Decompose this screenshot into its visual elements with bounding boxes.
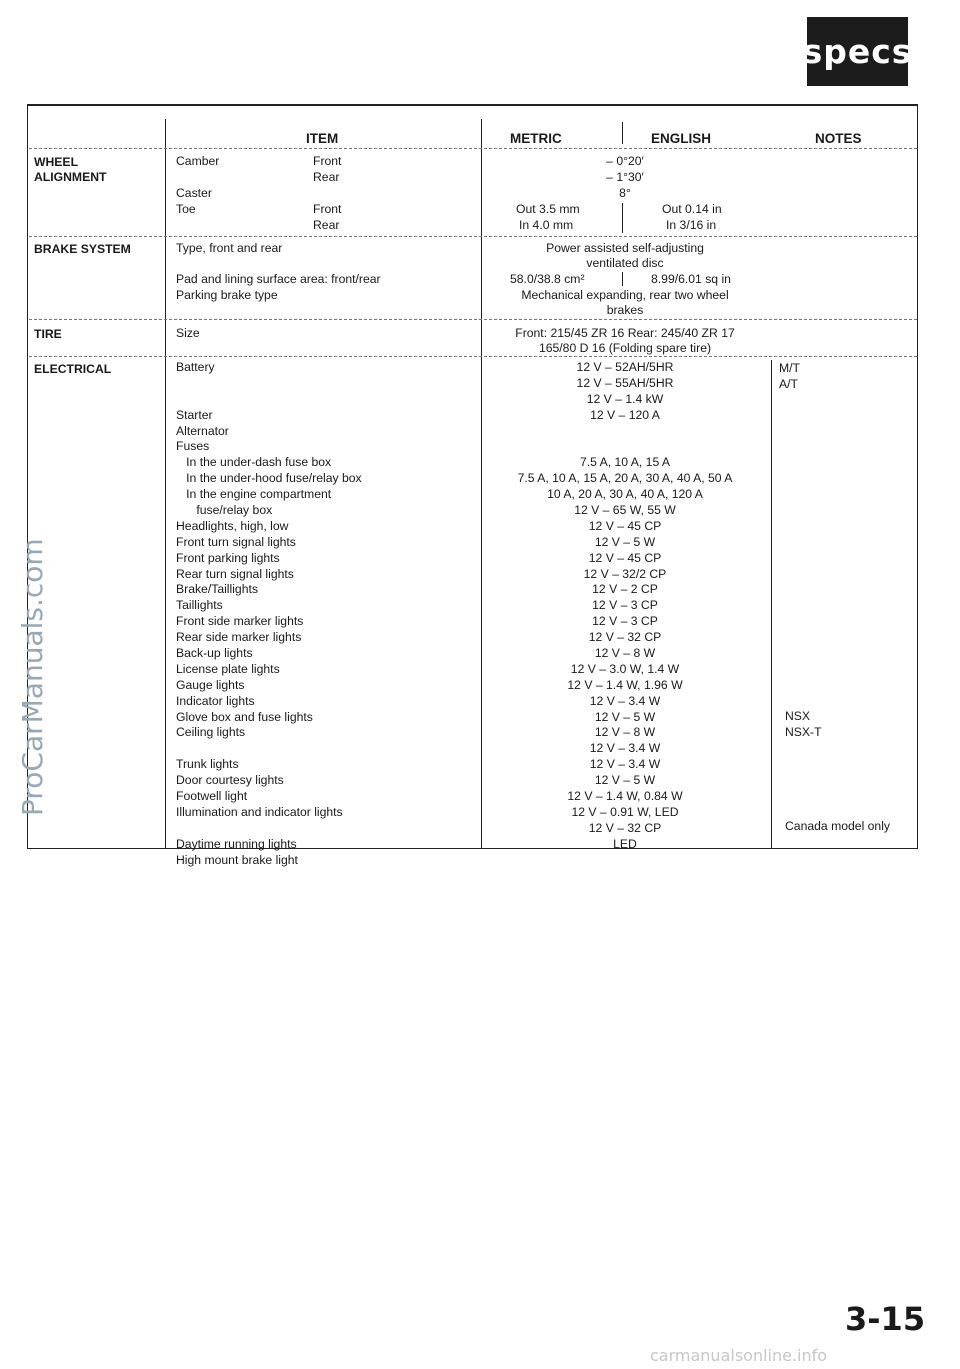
value-divider	[622, 203, 623, 233]
spec-value: 12 V – 3.4 W	[589, 741, 661, 756]
item-sublabel: Rear	[313, 218, 340, 232]
header-item: ITEM	[306, 131, 339, 146]
spec-value: 12 V – 120 A	[590, 407, 660, 422]
item-label: Gauge lights	[176, 677, 245, 692]
page-number: 3-15	[845, 1300, 926, 1338]
item-label: Front turn signal lights	[176, 534, 296, 549]
spec-value: 12 V – 3 CP	[592, 614, 658, 629]
spec-value: 12 V – 52AH/5HR	[576, 360, 674, 374]
item-label: Headlights, high, low	[176, 518, 289, 533]
group-wheel: ALIGNMENT	[34, 170, 107, 184]
spec-value: Front: 215/45 ZR 16 Rear: 245/40 ZR 17	[515, 326, 735, 340]
item-label: Taillights	[176, 598, 223, 613]
item-label	[176, 392, 362, 408]
item-label: In the engine compartment	[176, 487, 332, 502]
spec-value: 12 V – 3.4 W	[589, 757, 661, 772]
spec-value: 165/80 D 16 (Folding spare tire)	[538, 341, 712, 355]
note-at: A/T	[779, 377, 798, 391]
spec-value: 12 V – 1.4 W, 0.84 W	[567, 789, 683, 804]
group-brake: BRAKE SYSTEM	[34, 242, 131, 256]
spec-value: Power assisted self-adjusting	[546, 241, 704, 255]
item-label: Front parking lights	[176, 550, 280, 565]
watermark-text: ProCarManuals.com	[16, 538, 49, 816]
spec-value: 12 V – 55AH/5HR	[576, 375, 674, 390]
item-label: In the under-dash fuse box	[176, 455, 332, 470]
item-label: fuse/relay box	[176, 503, 273, 518]
item-label: Battery	[176, 360, 215, 374]
spec-value: LED	[613, 836, 637, 851]
column-divider	[771, 360, 772, 849]
spec-value: 12 V – 5 W	[594, 773, 656, 788]
item-label: Rear side marker lights	[176, 630, 302, 645]
item-label: Rear turn signal lights	[176, 566, 294, 581]
spec-value: 12 V – 32 CP	[588, 630, 662, 645]
note-nsxt: NSX-T	[785, 725, 822, 739]
column-divider	[622, 122, 623, 144]
item-label: Starter	[176, 407, 213, 422]
spec-value: Mechanical expanding, rear two wheel	[521, 288, 729, 302]
row-separator	[29, 319, 917, 321]
spec-value: ventilated disc	[586, 256, 664, 270]
item-label	[176, 821, 362, 837]
item-label: Trunk lights	[176, 757, 239, 772]
item-label: License plate lights	[176, 661, 280, 676]
spec-value: 12 V – 8 W	[594, 725, 656, 740]
spec-value: 7.5 A, 10 A, 15 A, 20 A, 30 A, 40 A, 50 A	[517, 471, 733, 486]
item-label: Illumination and indicator lights	[176, 804, 343, 819]
item-label: Caster	[176, 186, 212, 200]
spec-value: brakes	[606, 303, 644, 317]
spec-value-english: In 3/16 in	[666, 218, 717, 232]
spec-value	[490, 439, 760, 455]
spec-value: 10 A, 20 A, 30 A, 40 A, 120 A	[547, 487, 703, 502]
footer-watermark: carmanualsonline.info	[650, 1346, 828, 1365]
item-label: Indicator lights	[176, 693, 255, 708]
spec-value: 12 V – 3.0 W, 1.4 W	[570, 661, 680, 676]
item-label: Daytime running lights	[176, 836, 297, 851]
item-label	[176, 376, 362, 392]
spec-value-metric: Out 3.5 mm	[516, 202, 580, 216]
spec-value: 7.5 A, 10 A, 15 A	[579, 455, 671, 470]
item-label: Door courtesy lights	[176, 773, 284, 788]
spec-value: 12 V – 32/2 CP	[583, 566, 667, 581]
item-label: Type, front and rear	[176, 241, 283, 255]
electrical-values	[490, 360, 760, 853]
spec-value: 12 V – 1.4 W, 1.96 W	[567, 677, 683, 692]
row-separator	[29, 236, 917, 238]
item-label: Front side marker lights	[176, 614, 304, 629]
item-label: Camber	[176, 154, 220, 168]
item-label: Pad and lining surface area: front/rear	[176, 272, 381, 286]
spec-value: 12 V – 65 W, 55 W	[574, 503, 676, 518]
item-label: Fuses	[176, 439, 210, 454]
spec-value: 12 V – 2 CP	[592, 582, 658, 597]
item-label: Toe	[176, 202, 196, 216]
spec-value-english: Out 0.14 in	[662, 202, 722, 216]
item-label: Footwell light	[176, 789, 248, 804]
spec-value: 8°	[619, 186, 631, 200]
item-label: Alternator	[176, 423, 229, 438]
spec-value-metric: In 4.0 mm	[519, 218, 574, 232]
spec-value: – 0°20′	[606, 154, 644, 168]
item-sublabel: Rear	[313, 170, 340, 184]
spec-value: 12 V – 5 W	[594, 709, 656, 724]
spec-value: 12 V – 5 W	[594, 534, 656, 549]
spec-value-english: 8.99/6.01 sq in	[651, 272, 731, 286]
spec-value: 12 V – 8 W	[594, 646, 656, 661]
spec-value-metric: 58.0/38.8 cm²	[510, 272, 585, 286]
item-label	[176, 741, 362, 757]
item-label: Back-up lights	[176, 646, 253, 661]
header-metric: METRIC	[510, 131, 562, 146]
column-divider	[481, 119, 482, 849]
item-label: In the under-hood fuse/relay box	[176, 471, 362, 486]
item-label: Parking brake type	[176, 288, 278, 302]
spec-value: 12 V – 3.4 W	[589, 693, 661, 708]
note-nsx: NSX	[785, 709, 811, 723]
note-canada: Canada model only	[785, 819, 891, 833]
electrical-items	[176, 360, 362, 869]
spec-value: 12 V – 45 CP	[588, 518, 662, 533]
header-english: ENGLISH	[651, 131, 712, 146]
spec-value: 12 V – 32 CP	[588, 820, 662, 835]
column-divider	[165, 119, 166, 849]
item-label: Ceiling lights	[176, 725, 246, 740]
row-separator	[29, 148, 917, 150]
header-notes: NOTES	[815, 131, 862, 146]
item-label: Brake/Taillights	[176, 582, 258, 597]
group-wheel: WHEEL	[34, 155, 79, 169]
spec-value	[490, 424, 760, 440]
note-mt: M/T	[779, 361, 800, 375]
item-sublabel: Front	[313, 154, 342, 168]
spec-value: 12 V – 1.4 kW	[586, 391, 664, 406]
spec-value: – 1°30′	[606, 170, 644, 184]
spec-value: 12 V – 0.91 W, LED	[571, 804, 679, 819]
spec-value: 12 V – 45 CP	[588, 550, 662, 565]
group-tire: TIRE	[34, 327, 62, 341]
group-electrical: ELECTRICAL	[34, 362, 112, 376]
item-label: High mount brake light	[176, 852, 298, 867]
value-divider	[622, 272, 623, 286]
specs-badge: specs	[807, 17, 908, 86]
item-label: Glove box and fuse lights	[176, 709, 313, 724]
item-label: Size	[176, 326, 200, 340]
item-sublabel: Front	[313, 202, 342, 216]
row-separator	[29, 356, 917, 358]
spec-value: 12 V – 3 CP	[592, 598, 658, 613]
